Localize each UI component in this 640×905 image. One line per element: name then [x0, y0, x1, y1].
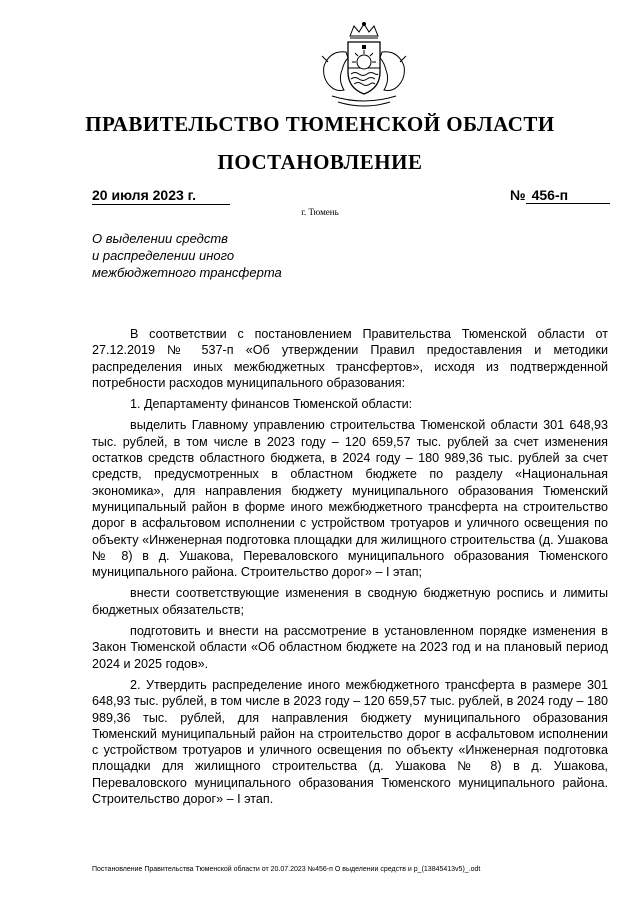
paragraph-allocate: выделить Главному управлению строительства Тюменской области 301 648,93 тыс. рублей, в том числе в 2023 году – 120 659,57 тыс. рублей за счет изменения остатков средств областного бюджета, в 2024 году – 180 989,36 тыс. рублей за счет средств, предусмотренных в областном бюджете по разделу «Национальная экономика», для направления бюджету муниципального образования Тюменский муниципальный район в форме иного межбюджетного трансферта на строительство дорог в асфальтовом исполнении с устройством тротуаров и уличного освещения по объекту «Инженерная подготовка площадки для жилищного строительства (д. Ушакова № 8) в д. Ушакова, Переваловского муниципального образования Тюменского муниципального района. Строительство дорог» – I этап;: [92, 418, 608, 580]
city: г. Тюмень: [301, 207, 339, 217]
subject-line: межбюджетного трансферта: [92, 265, 282, 280]
document-date: 20 июля 2023 г.: [92, 187, 230, 205]
subject-line: и распределении иного: [92, 248, 235, 263]
government-title: ПРАВИТЕЛЬСТВО ТЮМЕНСКОЙ ОБЛАСТИ: [85, 112, 555, 136]
document-type: ПОСТАНОВЛЕНИЕ: [217, 150, 423, 174]
paragraph-law-changes: подготовить и внести на рассмотрение в установленном порядке изменения в Закон Тюменской области «Об областном бюджете на 2023 год и на плановый период 2024 и 2025 годов».: [92, 624, 608, 671]
paragraph-preamble: В соответствии с постановлением Правительства Тюменской области от 27.12.2019 № 537-п «Об утверждении Правил предоставления и методики распределения иных межбюджетных трансфертов», исходя из подтвержденной потребности расходов муниципального образования:: [92, 327, 608, 390]
subject-line: О выделении средств: [92, 231, 228, 246]
number-label: №: [510, 187, 526, 203]
paragraph-item-1: 1. Департаменту финансов Тюменской области:: [130, 397, 413, 412]
document-number-field: [510, 187, 610, 204]
paragraph-budget-changes: внести соответствующие изменения в сводную бюджетную роспись и лимиты бюджетных обязательств;: [92, 586, 608, 617]
document-number: 456-п: [526, 187, 610, 204]
footer-filename: Постановление Правительства Тюменской области от 20.07.2023 №456-п О выделении средств и р_(13845413v5)_.odt: [92, 866, 481, 873]
tyumen-region-coat-of-arms-icon: [318, 22, 410, 110]
paragraph-item-2: 2. Утвердить распределение иного межбюджетного трансферта в размере 301 648,93 тыс. рублей, в том числе в 2023 году – 120 659,57 тыс. рублей, в 2024 году – 180 989,36 тыс. рублей, для направления бюджету муниципального образования Тюменский муниципальный район на строительство дорог в асфальтовом исполнении с устройством тротуаров и уличного освещения по объекту «Инженерная подготовка площадки для жилищного строительства (д. Ушакова № 8) в д. Ушакова, Переваловского муниципального образования Тюменского муниципального района. Строительство дорог» – I этап.: [92, 677, 608, 807]
document-subject: [92, 230, 282, 281]
document-body: [92, 326, 608, 812]
